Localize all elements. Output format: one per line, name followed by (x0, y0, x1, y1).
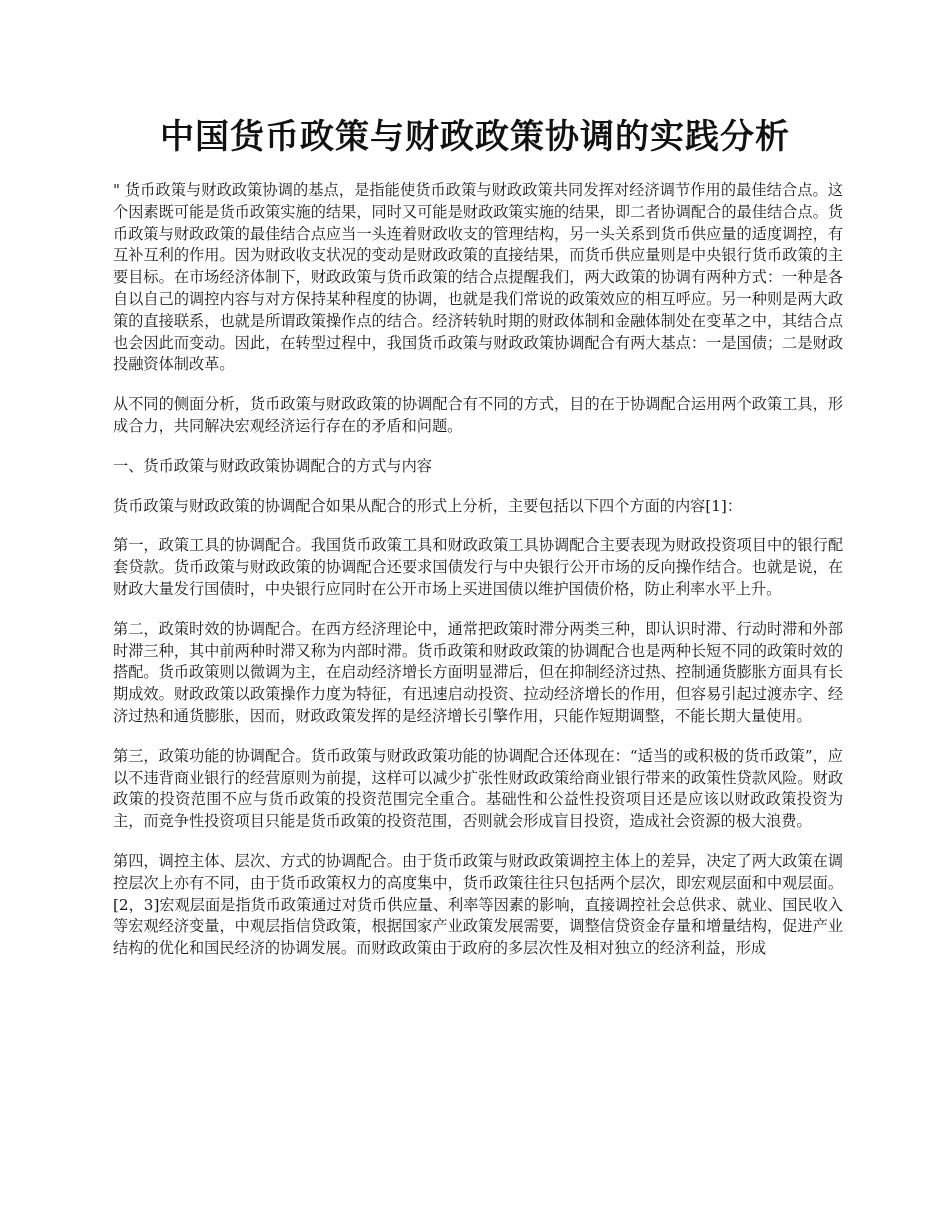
document-title: 中国货币政策与财政政策协调的实践分析 (160, 117, 790, 157)
document-body (113, 180, 843, 978)
paragraph-first-point: 第一，政策工具的协调配合。我国货币政策工具和财政政策工具协调配合主要表现为财政投资项目中的银行配套贷款。货币政策与财政政策的协调配合还要求国债发行与中央银行公开市场的反向操作结合。也就是说，在财政大量发行国债时，中央银行应同时在公开市场上买进国债以维护国债价格，防止利率水平上升。 (113, 536, 843, 598)
paragraph-fourth-point: 第四，调控主体、层次、方式的协调配合。由于货币政策与财政政策调控主体上的差异，决定了两大政策在调控层次上亦有不同，由于货币政策权力的高度集中，货币政策往往只包括两个层次，即宏观层面和中观层面。[2，3]宏观层面是指货币政策通过对货币供应量、利率等因素的影响，直接调控社会总供求、就业、国民收入等宏观经济变量，中观层指信贷政策，根据国家产业政策发展需要，调整信贷资金存量和增量结构，促进产业结构的优化和国民经济的协调发展。而财政政策由于政府的多层次性及相对独立的经济利益，形成 (113, 851, 843, 958)
paragraph-third-point: 第三，政策功能的协调配合。货币政策与财政政策功能的协调配合还体现在：“适当的或积极的货币政策”，应以不违背商业银行的经营原则为前提，这样可以减少扩张性财政政策给商业银行带来的政策性贷款风险。财政政策的投资范围不应与货币政策的投资范围完全重合。基础性和公益性投资项目还是应该以财政政策投资为主，而竞争性投资项目只能是货币政策的投资范围，否则就会形成盲目投资，造成社会资源的极大浪费。 (113, 746, 843, 831)
section-heading: 一、货币政策与财政政策协调配合的方式与内容 (113, 456, 432, 475)
paragraph-second-point: 第二，政策时效的协调配合。在西方经济理论中，通常把政策时滞分两类三种，即认识时滞、行动时滞和外部时滞三种，其中前两种时滞又称为内部时滞。货币政策和财政政策的协调配合也是两种长短不同的政策时效的搭配。货币政策则以微调为主，在启动经济增长方面明显滞后，但在抑制经济过热、控制通货膨胀方面具有长期成效。财政政策以政策操作力度为特征，有迅速启动投资、拉动经济增长的作用，但容易引起过渡赤字、经济过热和通货膨胀，因而，财政政策发挥的是经济增长引擎作用，只能作短期调整，不能长期大量使用。 (113, 619, 843, 725)
paragraph-lead: 货币政策与财政政策的协调配合如果从配合的形式上分析，主要包括以下四个方面的内容[1]： (113, 496, 743, 515)
paragraph-overview: 从不同的侧面分析，货币政策与财政政策的协调配合有不同的方式，目的在于协调配合运用两个政策工具，形成合力，共同解决宏观经济运行存在的矛盾和问题。 (113, 395, 843, 435)
paragraph-intro: " 货币政策与财政政策协调的基点，是指能使货币政策与财政政策共同发挥对经济调节作用的最佳结合点。这个因素既可能是货币政策实施的结果，同时又可能是财政政策实施的结果，即二者协调配合的最佳结合点。货币政策与财政政策的最佳结合点应当一头连着财政收支的管理结构，另一头关系到货币供应量的适度调控，有互补互利的作用。因为财政收支状况的变动是财政政策的直接结果，而货币供应量则是中央银行货币政策的主要目标。在市场经济体制下，财政政策与货币政策的结合点提醒我们，两大政策的协调有两种方式：一种是各自以自己的调控内容与对方保持某种程度的协调，也就是我们常说的政策效应的相互呼应。另一种则是两大政策的直接联系，也就是所谓政策操作点的结合。经济转轨时期的财政体制和金融体制处在变革之中，其结合点也会因此而变动。因此，在转型过程中，我国货币政策与财政政策协调配合有两大基点：一是国债；二是财政投融资体制改革。 (113, 181, 843, 374)
